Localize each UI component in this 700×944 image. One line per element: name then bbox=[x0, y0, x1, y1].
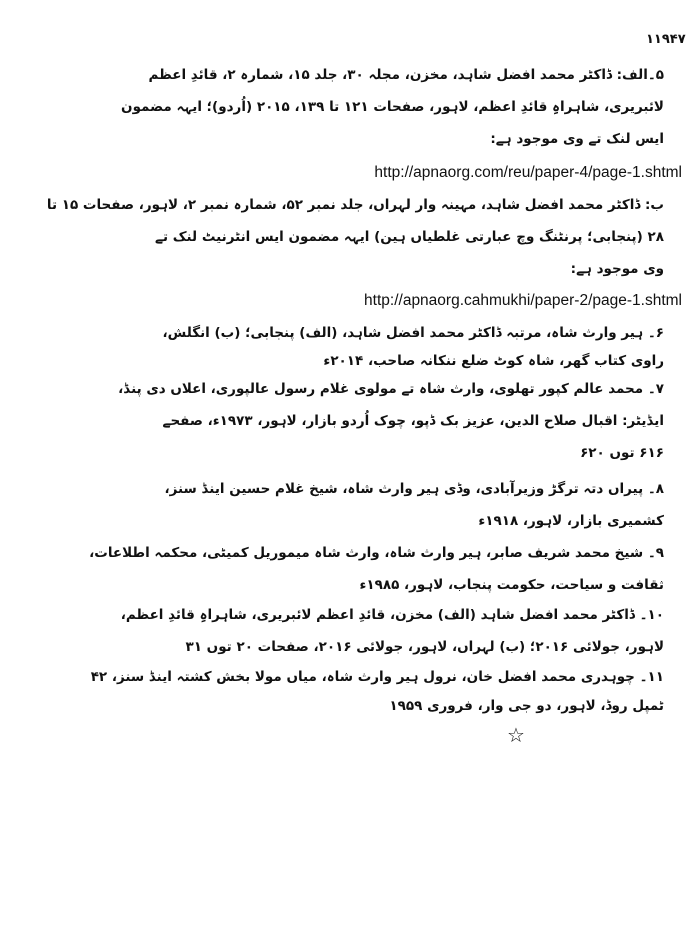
ref-9-line-1: ۹۔ شیخ محمد شریف صابر، ہیر وارث شاہ، وارث شاہ میموریل کمیٹی، محکمہ اطلاعات، bbox=[89, 545, 664, 561]
ref-5-url-link[interactable]: http://apnaorg.com/reu/paper-4/page-1.shtml bbox=[374, 164, 682, 181]
ref-11-line-2: ٹمپل روڈ، لاہور، دو جی وار، فروری ۱۹۵۹ bbox=[389, 698, 664, 714]
ref-10-line-1: ۱۰۔ ڈاکٹر محمد افضل شاہد (الف) مخزن، قائدِ اعظم لائبریری، شاہراہِ قائدِ اعظم، bbox=[120, 607, 664, 623]
ref-8-line-2: کشمیری بازار، لاہور، ۱۹۱۸ء bbox=[478, 513, 664, 529]
ref-5b-line-1: ب: ڈاکٹر محمد افضل شاہد، مہینہ وار لہراں، جلد نمبر ۵۲، شمارہ نمبر ۲، لاہور، صفحات ۱۵ تا bbox=[46, 197, 664, 213]
ref-7-line-2: ایڈیٹر: اقبال صلاح الدین، عزیز بک ڈپو، چوک اُردو بازار، لاہور، ۱۹۷۳ء، صفحے bbox=[162, 413, 664, 429]
star-ornament-icon: ☆ bbox=[507, 723, 525, 747]
ref-5b-url-link[interactable]: http://apnaorg.cahmukhi/paper-2/page-1.shtml bbox=[364, 292, 682, 309]
ref-7-line-1: ۷۔ محمد عالم کپور تھلوی، وارث شاہ تے مولوی غلام رسول عالپوری، اعلاں دی پنڈ، bbox=[118, 381, 664, 397]
ref-11-line-1: ۱۱۔ چوہدری محمد افضل خان، نرول ہیر وارث شاہ، میاں مولا بخش کشتہ اینڈ سنز، ۴۲ bbox=[90, 669, 664, 685]
ref-6-line-2: راوی کتاب گھر، شاہ کوٹ ضلع ننکانہ صاحب، ۲۰۱۴ء bbox=[323, 353, 664, 369]
ref-8-line-1: ۸۔ پیراں دتہ ترگڑ وزیرآبادی، وڈی ہیر وارث شاہ، شیخ غلام حسین اینڈ سنز، bbox=[164, 481, 664, 497]
ref-7-line-3: ۶۱۶ توں ۶۲۰ bbox=[580, 445, 664, 461]
ref-5-line-3: ایس لنک تے وی موجود ہے: bbox=[490, 131, 664, 147]
ref-5b-line-3: وی موجود ہے: bbox=[570, 261, 664, 277]
ref-5-line-1: ۵۔الف: ڈاکٹر محمد افضل شاہد، مخزن، مجلہ ۳۰، جلد ۱۵، شمارہ ۲، قائدِ اعظم bbox=[148, 67, 664, 83]
page-number: ۱۱۹۴۷ bbox=[646, 32, 686, 47]
ref-6-line-1: ۶۔ ہیر وارث شاہ، مرتبہ ڈاکٹر محمد افضل شاہد، (الف) پنجابی؛ (ب) انگلش، bbox=[162, 325, 664, 341]
ref-10-line-2: لاہور، جولائی ۲۰۱۶؛ (ب) لہراں، لاہور، جولائی ۲۰۱۶، صفحات ۲۰ توں ۳۱ bbox=[185, 639, 664, 655]
ref-5b-line-2: ۲۸ (پنجابی؛ پرنٹنگ وچ عبارتی غلطیاں ہین) ایہہ مضمون ایس انٹرنیٹ لنک تے bbox=[155, 229, 664, 245]
ref-9-line-2: ثقافت و سیاحت، حکومت پنجاب، لاہور، ۱۹۸۵ء bbox=[359, 577, 664, 593]
ref-5-line-2: لائبریری، شاہراہِ قائدِ اعظم، لاہور، صفحات ۱۲۱ تا ۱۳۹، ۲۰۱۵ (اُردو)؛ ایہہ مضمون bbox=[121, 99, 664, 115]
